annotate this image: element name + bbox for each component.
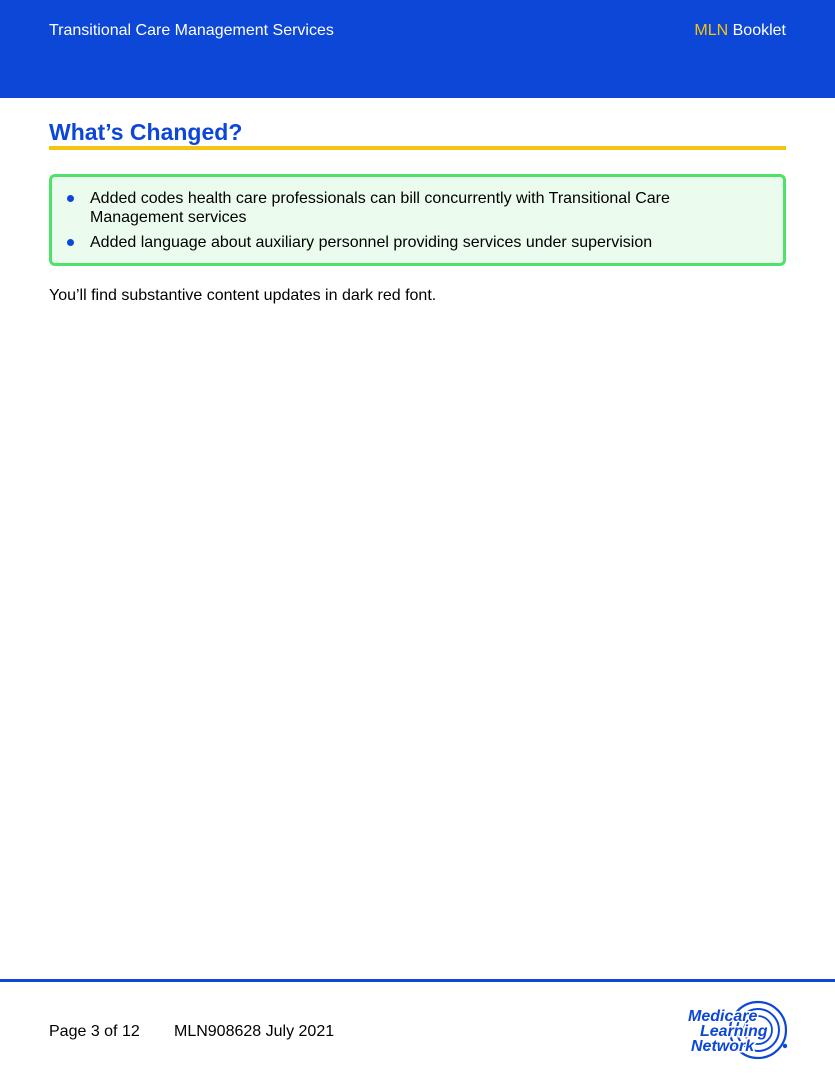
changes-callout-box [49, 174, 786, 266]
mln-label: MLN [694, 22, 729, 39]
logo-line-learning: Learning [700, 1023, 768, 1040]
change-text: Added language about auxiliary personnel providing services under supervision [90, 234, 653, 251]
list-item [52, 233, 783, 252]
change-text: Added codes health care professionals can bill concurrently with Transitional Care Management services [90, 190, 670, 226]
logo-dot [783, 1044, 787, 1048]
logo-line-medicare: Medicare [688, 1008, 758, 1025]
content-update-note: You’ll find substantive content updates in dark red font. [49, 287, 437, 304]
list-item [52, 189, 783, 227]
section-title: What’s Changed? [49, 119, 243, 145]
footer-rule [0, 979, 835, 982]
document-title: Transitional Care Management Services [49, 22, 334, 39]
booklet-label: Booklet [732, 22, 786, 39]
title-underline [49, 146, 786, 150]
page-number: Page 3 of 12 [49, 1023, 140, 1040]
mln-booklet-label [694, 22, 786, 40]
bullet-icon [67, 195, 74, 202]
bullet-icon [67, 239, 74, 246]
logo-line-network: Network [691, 1038, 755, 1055]
document-code: MLN908628 July 2021 [174, 1023, 335, 1040]
medicare-learning-network-logo [680, 996, 790, 1066]
header-band [0, 0, 835, 98]
changes-list [52, 189, 783, 258]
